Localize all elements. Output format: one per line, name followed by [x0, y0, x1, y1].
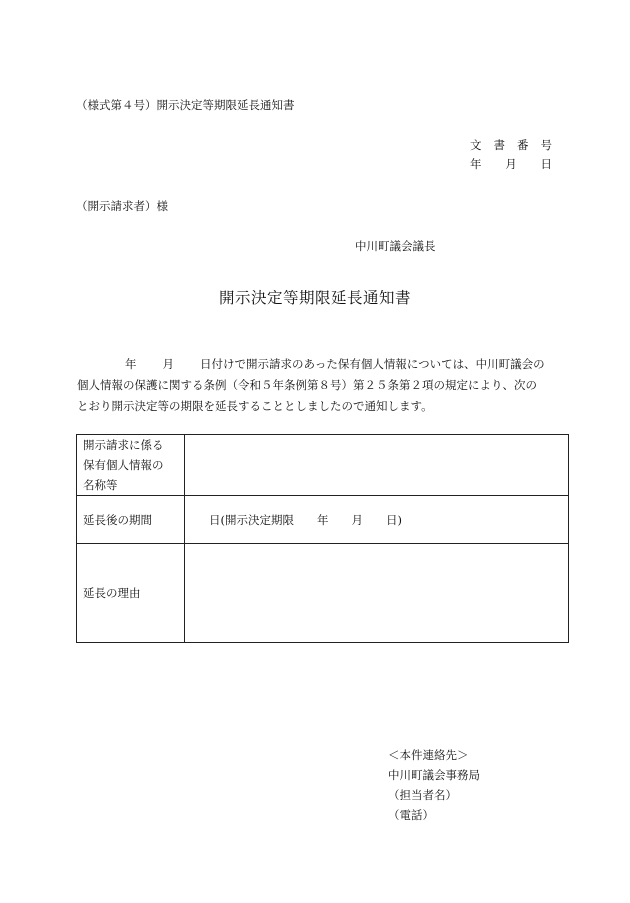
contact-office: 中川町議会事務局	[388, 768, 480, 782]
value-extension-reason[interactable]	[185, 544, 569, 643]
contact-phone: （電話）	[388, 808, 434, 822]
form-label: （様式第４号）開示決定等期限延長通知書	[76, 98, 295, 112]
body-line-2: 個人情報の保護に関する条例（令和５年条例第８号）第２５条第２項の規定により、次の	[77, 378, 537, 392]
date-month-label: 月	[505, 157, 517, 171]
value-information-name[interactable]	[185, 435, 569, 496]
body-line-1	[77, 354, 557, 375]
table-row-extended-period	[77, 496, 569, 544]
table-row-extension-reason	[77, 544, 569, 643]
info-table	[76, 434, 569, 643]
body-line-1-rest: 日付けで開示請求のあった保有個人情報については、中川町議会の	[200, 357, 545, 371]
label-line: 保有個人情報の	[83, 458, 164, 472]
label-line: 名称等	[83, 478, 118, 492]
document-number-row	[470, 136, 552, 155]
doc-number-char: 文	[470, 138, 482, 152]
document-title: 開示決定等期限延長通知書	[218, 289, 411, 307]
label-line: 開示請求に係る	[83, 438, 164, 452]
table-row-information-name	[77, 435, 569, 496]
label-information-name	[77, 435, 185, 496]
body-year: 年	[125, 357, 137, 371]
body-month: 月	[162, 357, 174, 371]
contact-block	[388, 745, 480, 825]
contact-person: （担当者名）	[388, 788, 457, 802]
body-text	[77, 354, 557, 417]
body-line-3: とおり開示決定等の期限を延長することとしましたので通知します。	[77, 399, 433, 413]
label-extension-reason: 延長の理由	[77, 544, 185, 643]
label-extended-period: 延長後の期間	[77, 496, 185, 544]
contact-heading: ＜本件連絡先＞	[388, 748, 469, 762]
document-meta	[470, 136, 552, 174]
doc-number-char: 書	[493, 138, 505, 152]
recipient: （開示請求者）様	[76, 199, 168, 213]
doc-number-char: 番	[517, 138, 529, 152]
document-date-row	[470, 155, 552, 174]
date-day-label: 日	[540, 157, 552, 171]
doc-number-char: 号	[540, 138, 552, 152]
date-year-label: 年	[470, 157, 482, 171]
sender: 中川町議会議長	[355, 239, 436, 253]
value-extended-period[interactable]: 日(開示決定期限 年 月 日)	[185, 496, 569, 544]
